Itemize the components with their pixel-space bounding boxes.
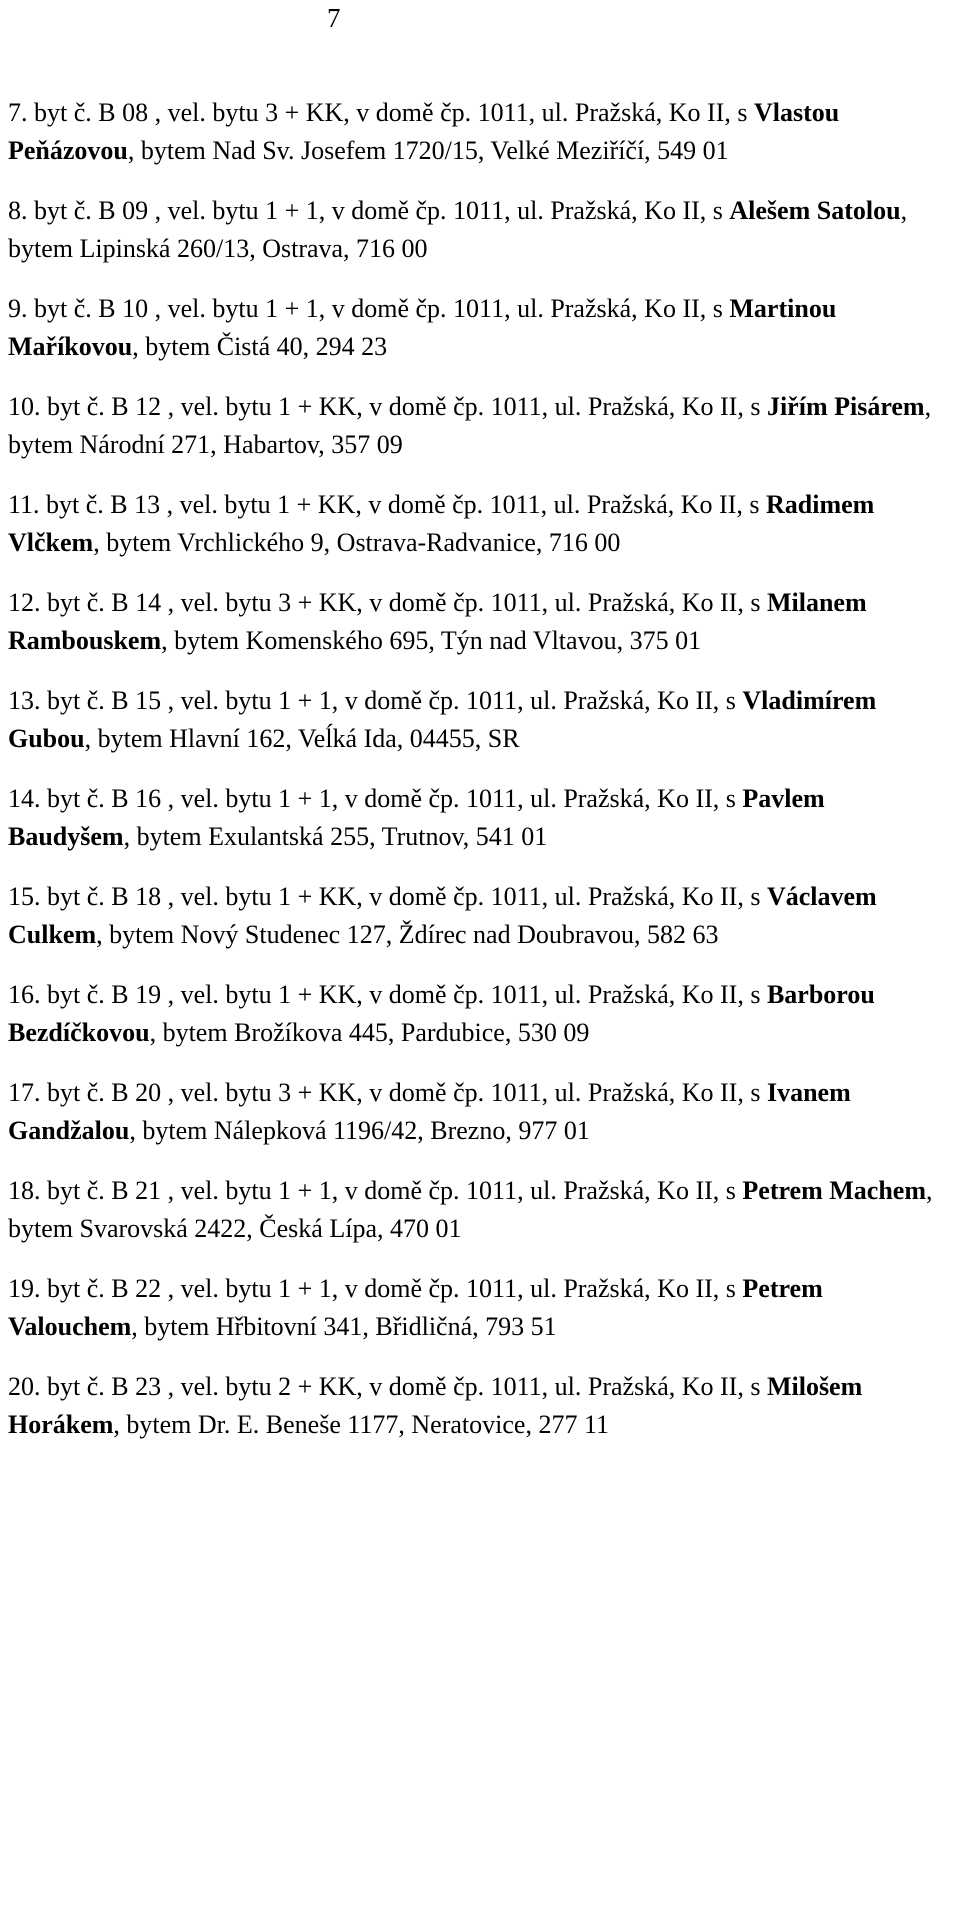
page-number: 7 bbox=[327, 3, 341, 33]
tenant-name: Vladimírem Gubou bbox=[8, 686, 877, 753]
tenant-name: Pavlem Baudyšem bbox=[8, 784, 825, 851]
entry-text: 7. byt č. B 08 , vel. bytu 3 + KK, v domě čp. 1011, ul. Pražská, Ko II, s bbox=[8, 98, 754, 127]
entry-address: , bytem Čistá 40, 294 23 bbox=[132, 331, 388, 361]
entry-address: , bytem Komenského 695, Týn nad Vltavou, 375 01 bbox=[161, 625, 702, 655]
apartment-list bbox=[8, 94, 948, 1466]
entry-text: 9. byt č. B 10 , vel. bytu 1 + 1, v domě čp. 1011, ul. Pražská, Ko II, s bbox=[8, 294, 730, 323]
list-item bbox=[8, 976, 948, 1051]
entry-address: , bytem Svarovská 2422, Česká Lípa, 470 01 bbox=[8, 1176, 933, 1243]
list-item bbox=[8, 290, 948, 365]
list-item bbox=[8, 682, 948, 757]
entry-text: 8. byt č. B 09 , vel. bytu 1 + 1, v domě čp. 1011, ul. Pražská, Ko II, s bbox=[8, 196, 730, 225]
entry-address: , bytem Exulantská 255, Trutnov, 541 01 bbox=[123, 821, 548, 851]
entry-address: , bytem Nad Sv. Josefem 1720/15, Velké Meziříčí, 549 01 bbox=[127, 135, 729, 165]
entry-address: , bytem Brožíkova 445, Pardubice, 530 09 bbox=[149, 1017, 590, 1047]
tenant-name: Alešem Satolou bbox=[729, 196, 901, 225]
entry-text: 14. byt č. B 16 , vel. bytu 1 + 1, v domě čp. 1011, ul. Pražská, Ko II, s bbox=[8, 784, 743, 813]
list-item bbox=[8, 780, 948, 855]
tenant-name: Milanem Rambouskem bbox=[8, 588, 867, 655]
list-item bbox=[8, 192, 948, 267]
entry-text: 13. byt č. B 15 , vel. bytu 1 + 1, v domě čp. 1011, ul. Pražská, Ko II, s bbox=[8, 686, 743, 715]
list-item bbox=[8, 1368, 948, 1443]
entry-address: , bytem Nový Studenec 127, Ždírec nad Doubravou, 582 63 bbox=[96, 919, 719, 949]
tenant-name: Vlastou Peňázovou bbox=[8, 98, 840, 165]
tenant-name: Radimem Vlčkem bbox=[8, 490, 875, 557]
entry-text: 15. byt č. B 18 , vel. bytu 1 + KK, v domě čp. 1011, ul. Pražská, Ko II, s bbox=[8, 882, 767, 911]
list-item bbox=[8, 388, 948, 463]
entry-text: 12. byt č. B 14 , vel. bytu 3 + KK, v domě čp. 1011, ul. Pražská, Ko II, s bbox=[8, 588, 767, 617]
entry-text: 19. byt č. B 22 , vel. bytu 1 + 1, v domě čp. 1011, ul. Pražská, Ko II, s bbox=[8, 1274, 743, 1303]
list-item bbox=[8, 1172, 948, 1247]
tenant-name: Petrem Machem bbox=[742, 1176, 926, 1205]
entry-address: , bytem Hlavní 162, Veĺká Ida, 04455, SR bbox=[84, 723, 520, 753]
tenant-name: Petrem Valouchem bbox=[8, 1274, 823, 1341]
tenant-name: Ivanem Gandžalou bbox=[8, 1078, 851, 1145]
tenant-name: Martinou Maříkovou bbox=[8, 294, 837, 361]
tenant-name: Barborou Bezdíčkovou bbox=[8, 980, 875, 1047]
list-item bbox=[8, 94, 948, 169]
entry-text: 10. byt č. B 12 , vel. bytu 1 + KK, v domě čp. 1011, ul. Pražská, Ko II, s bbox=[8, 392, 767, 421]
entry-address: , bytem Lipinská 260/13, Ostrava, 716 00 bbox=[8, 196, 908, 263]
entry-address: , bytem Dr. E. Beneše 1177, Neratovice, 277 11 bbox=[113, 1409, 609, 1439]
list-item bbox=[8, 486, 948, 561]
list-item bbox=[8, 1270, 948, 1345]
entry-text: 18. byt č. B 21 , vel. bytu 1 + 1, v domě čp. 1011, ul. Pražská, Ko II, s bbox=[8, 1176, 743, 1205]
entry-address: , bytem Vrchlického 9, Ostrava-Radvanice, 716 00 bbox=[93, 527, 621, 557]
entry-text: 17. byt č. B 20 , vel. bytu 3 + KK, v domě čp. 1011, ul. Pražská, Ko II, s bbox=[8, 1078, 767, 1107]
list-item bbox=[8, 878, 948, 953]
tenant-name: Milošem Horákem bbox=[8, 1372, 863, 1439]
entry-address: , bytem Hřbitovní 341, Břidličná, 793 51 bbox=[131, 1311, 557, 1341]
entry-text: 20. byt č. B 23 , vel. bytu 2 + KK, v domě čp. 1011, ul. Pražská, Ko II, s bbox=[8, 1372, 767, 1401]
entry-text: 16. byt č. B 19 , vel. bytu 1 + KK, v domě čp. 1011, ul. Pražská, Ko II, s bbox=[8, 980, 767, 1009]
list-item bbox=[8, 1074, 948, 1149]
tenant-name: Jiřím Pisárem bbox=[766, 392, 925, 421]
entry-address: , bytem Nálepková 1196/42, Brezno, 977 01 bbox=[129, 1115, 590, 1145]
list-item bbox=[8, 584, 948, 659]
tenant-name: Václavem Culkem bbox=[8, 882, 877, 949]
entry-address: , bytem Národní 271, Habartov, 357 09 bbox=[8, 392, 932, 459]
entry-text: 11. byt č. B 13 , vel. bytu 1 + KK, v domě čp. 1011, ul. Pražská, Ko II, s bbox=[8, 490, 766, 519]
